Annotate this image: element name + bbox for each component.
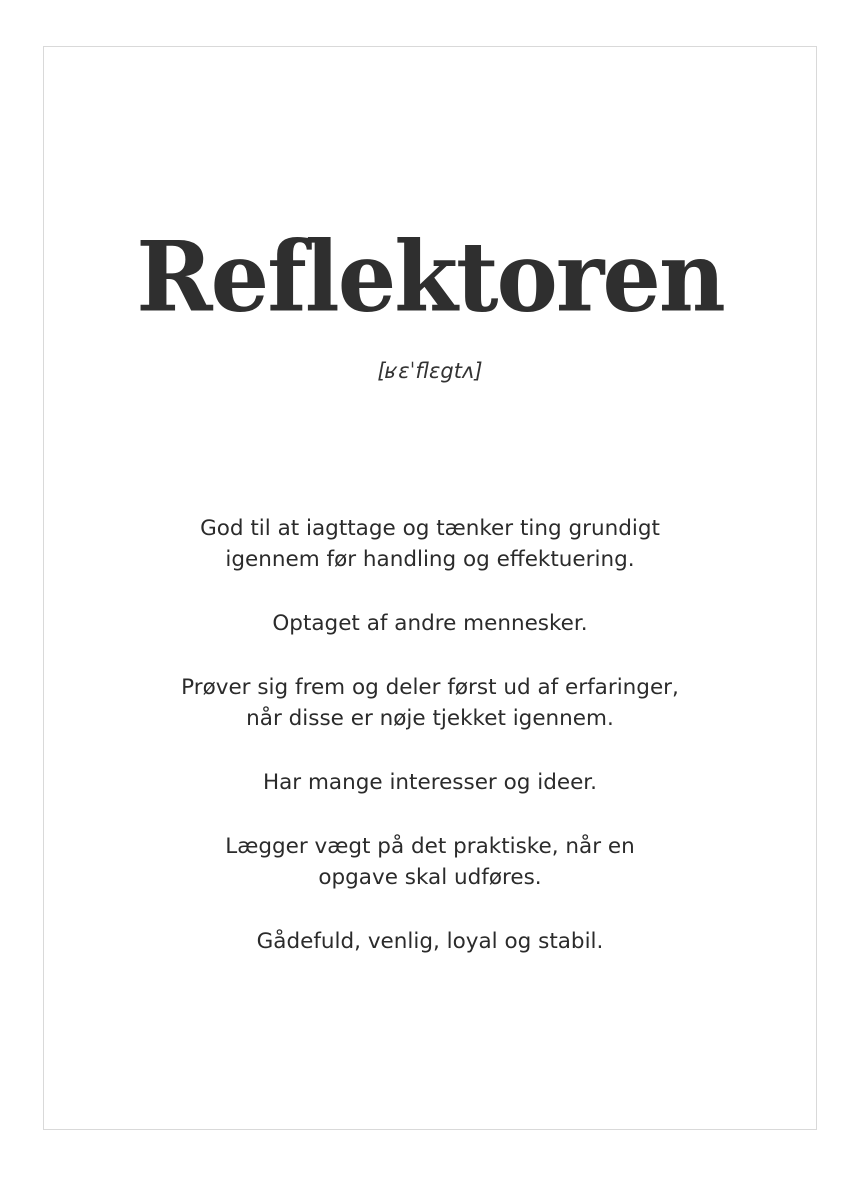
definition-line: Gådefuld, venlig, loyal og stabil. <box>256 929 604 954</box>
definition-item <box>0 926 860 957</box>
definition-line: igennem før handling og effektuering. <box>225 547 635 572</box>
poster-title: Reflektoren <box>136 220 724 334</box>
definition-line: når disse er nøje tjekket igennem. <box>246 706 614 731</box>
definition-item <box>0 608 860 639</box>
definition-item <box>0 831 860 893</box>
phonetic-transcription: [ʁɛˈflɛgtʌ] <box>377 359 483 383</box>
definition-item <box>0 767 860 798</box>
definition-item <box>0 513 860 575</box>
definition-line: God til at iagttage og tænker ting grundigt <box>200 516 660 541</box>
definition-line: Har mange interesser og ideer. <box>262 770 598 795</box>
definition-line: Optaget af andre mennesker. <box>272 611 588 636</box>
definition-line: opgave skal udføres. <box>318 865 542 890</box>
definition-line: Prøver sig frem og deler først ud af erfaringer, <box>181 675 679 700</box>
definition-line: Lægger vægt på det praktiske, når en <box>225 834 635 859</box>
definition-item <box>0 672 860 734</box>
definition-list <box>0 513 860 990</box>
